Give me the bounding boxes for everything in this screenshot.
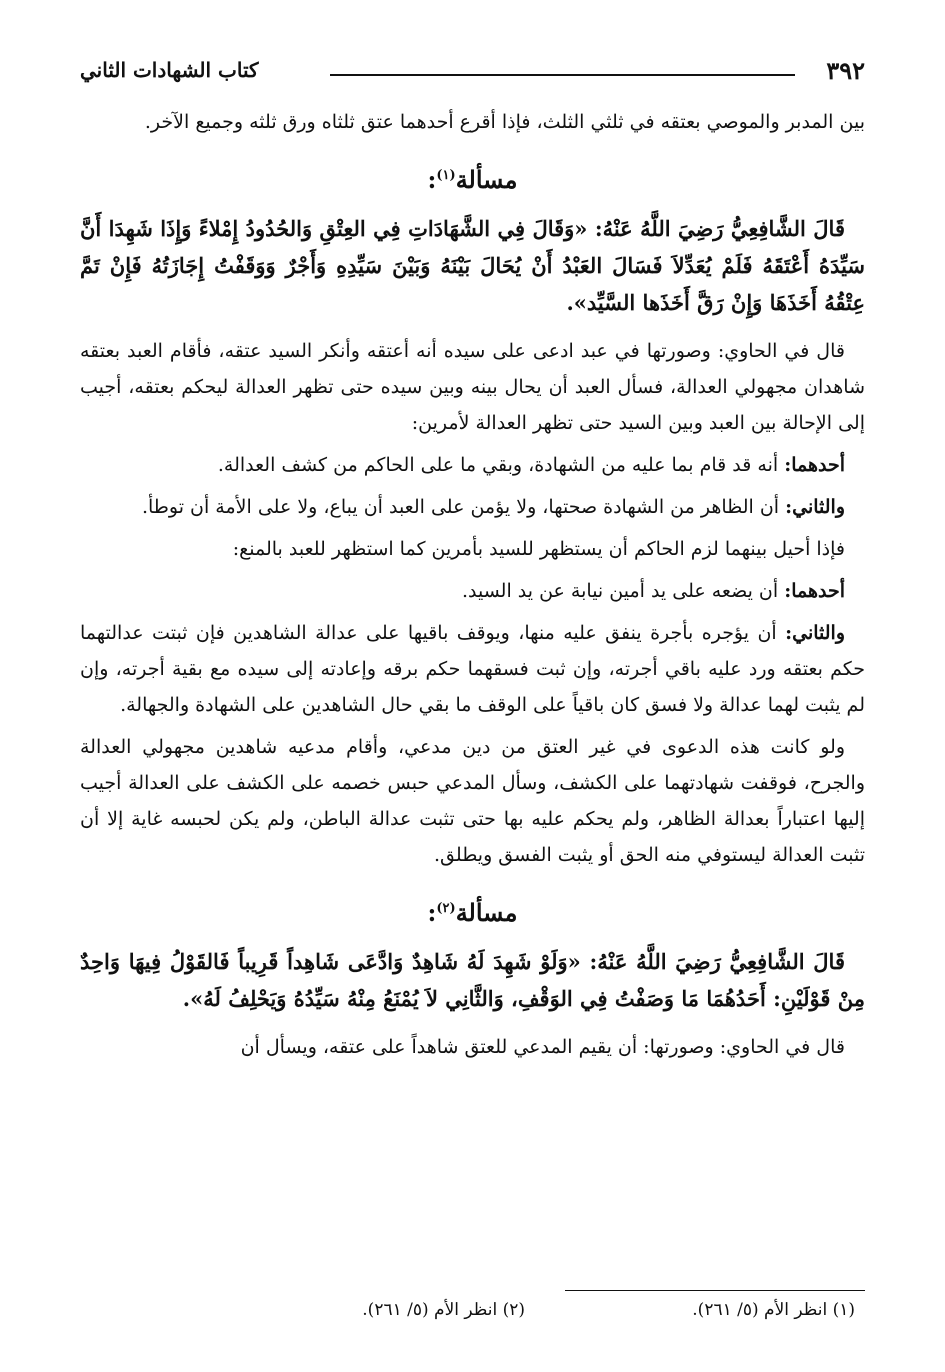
paragraph-lead: أحدهما: <box>784 454 845 476</box>
book-title: كتاب الشهادات الثاني <box>80 58 259 82</box>
paragraph: فإذا أحيل بينهما لزم الحاكم أن يستظهر للسيد بأمرين كما استظهر للعبد بالمنع: <box>232 538 845 560</box>
footnote-ref[interactable]: (١) <box>436 168 456 183</box>
paragraph-lead: أحدهما: <box>784 580 845 602</box>
header-rule <box>330 74 795 76</box>
section-title: مسألة$^{(١)}$: <box>427 165 518 194</box>
paragraph: قال في الحاوي: وصورتها في عبد ادعى على سيده أنه أعتقه وأنكر السيد عتقه، فأقام العبد بعتقه شاهدان مجهولي العدالة، فسأل العبد أن يحال بينه وبين سيده حتى تظهر العدالة ليحكم بعتقه، أجيب إلى الإحالة بين العبد وبين السيد حتى تظهر العدالة لأمرين: <box>80 340 865 434</box>
main-text <box>80 104 865 1071</box>
paragraph: بين المدبر والموصي بعتقه في ثلثي الثلث، فإذا أقرع أحدهما عتق ثلثاه ورق ثلثه وجميع الآخر. <box>144 111 865 133</box>
footnote-rule <box>565 1290 865 1291</box>
footnote-ref[interactable]: (٢) <box>436 901 456 916</box>
footnote: (١) انظر الأم (٥/ ٢٦١). <box>692 1300 855 1320</box>
section-title: مسألة$^{(٢)}$: <box>427 898 518 927</box>
paragraph: والثاني: أن الظاهر من الشهادة صحتها، ولا يؤمن على العبد أن يباع، ولا على الأمة أن توطأ. <box>141 496 845 518</box>
paragraph: ولو كانت هذه الدعوى في غير العتق من دين مدعي، وأقام مدعيه شاهدين مجهولي العدالة والجرح، فوقفت شهادتهما على الكشف، وسأل المدعي حبس خصمه على الكشف على العدالة أجيب إليها اعتباراً بعدالة الظاهر، ولم يحكم عليه بها حتى تثبت عدالة الباطن، ولم يكن لحبسه غاية إلا أن تثبت العدالة ليستوفي منه الحق أو يثبت الفسق ويطلق. <box>80 736 865 866</box>
footnote: (٢) انظر الأم (٥/ ٢٦١). <box>362 1300 525 1320</box>
paragraph: قال في الحاوي: وصورتها: أن يقيم المدعي للعتق شاهداً على عتقه، ويسأل أن <box>240 1036 845 1058</box>
footnotes <box>80 1300 855 1330</box>
paragraph: أحدهما: أنه قد قام بما عليه من الشهادة، وبقي ما على الحاكم من كشف العدالة. <box>217 454 845 476</box>
quoted-text: قَالَ الشَّافِعِيُّ رَضِيَ اللَّهُ عَنْهُ: «وَلَوْ شَهِدَ لَهُ شَاهِدٌ وَادَّعَى شَاهِداً قَرِيباً فَالقَوْلُ فِيهَا وَاحِدٌ مِنْ قَوْلَيْنِ: أَحَدُهُمَا مَا وَصَفْتُ فِي الوَقْفِ، وَالثَّانِي لاَ يُمْنَعُ مِنْهُ سَيِّدُهُ وَيَحْلِفُ لَهُ». <box>80 949 865 1011</box>
paragraph: والثاني: أن يؤجره بأجرة ينفق عليه منها، ويوقف باقيها على عدالة الشاهدين فإن ثبتت عدالتهما حكم بعتقه ورد عليه باقي أجرته، وإن ثبت فسقهما حكم برقه وإعادته إلى سيده مع بقية أجرته، وإن لم يثبت لهما عدالة ولا فسق كان باقياً على الوقف ما بقي حال الشاهدين على الشهادة والجهالة. <box>80 622 865 716</box>
quoted-text: قَالَ الشَّافِعِيُّ رَضِيَ اللَّهُ عَنْهُ: «وَقَالَ فِي الشَّهَادَاتِ فِي العِتْقِ وَالحُدُودُ إِمْلاءً وَإِذَا شَهِدَا أَنَّ سَيِّدَهُ أَعْتَقَهُ فَلَمْ يُعَدِّلاَ فَسَالَ العَبْدُ أَنْ يُحَالَ بَيْنَهُ وَبَيْنَ سَيِّدِهِ وَأَجْرٌ وَوَقَفْتُ إِجَازَتُهُ فَإِنْ تَمَّ عِتْقُهُ أَخَذَهَا وَإِنْ رَقَّ أَخَذَها السَّيِّد». <box>80 216 865 315</box>
paragraph: أحدهما: أن يضعه على يد أمين نيابة عن يد السيد. <box>461 580 845 602</box>
paragraph-lead: والثاني: <box>785 496 845 518</box>
paragraph-lead: والثاني: <box>785 622 845 644</box>
page-number: ٣٩٢ <box>826 56 865 85</box>
running-header <box>80 56 865 96</box>
